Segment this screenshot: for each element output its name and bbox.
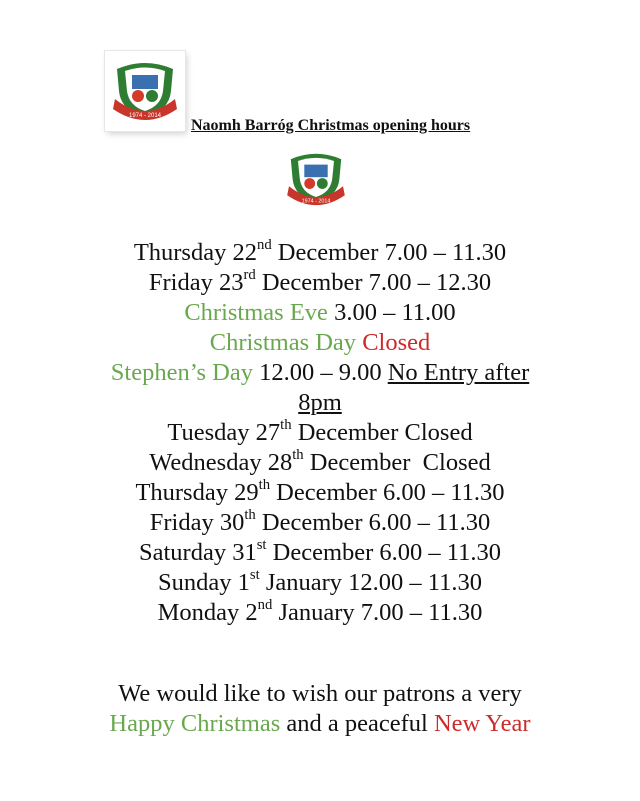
page-title: Naomh Barróg Christmas opening hours <box>191 117 471 134</box>
crest-icon <box>105 51 185 131</box>
crest-icon <box>280 143 352 215</box>
schedule-line: Friday 23rd December 7.00 – 12.30 <box>148 267 492 296</box>
closing-line-2: Happy Christmas and a peaceful New Year <box>109 710 531 737</box>
schedule-line-continued: 8pm <box>298 389 342 416</box>
svg-text:1974 - 2014: 1974 - 2014 <box>128 113 162 119</box>
closing-message <box>0 679 640 739</box>
schedule-line: Tuesday 27th December Closed <box>167 417 473 446</box>
schedule-line: Thursday 22nd December 7.00 – 11.30 <box>133 237 507 266</box>
schedule-line: Christmas Eve 3.00 – 11.00 <box>184 299 456 326</box>
schedule-line: Saturday 31st December 6.00 – 11.30 <box>138 537 501 566</box>
schedule-line: Wednesday 28th December Closed <box>149 447 491 476</box>
schedule-line: Friday 30th December 6.00 – 11.30 <box>149 507 491 536</box>
opening-hours-list <box>0 238 640 628</box>
schedule-line: Christmas Day Closed <box>209 329 431 356</box>
club-crest-logo <box>105 51 185 131</box>
closing-line-1: We would like to wish our patrons a very <box>118 680 522 707</box>
schedule-line: Sunday 1st January 12.00 – 11.30 <box>158 567 482 596</box>
club-crest-logo-center <box>280 143 352 215</box>
schedule-line: Monday 2nd January 7.00 – 11.30 <box>157 597 483 626</box>
schedule-line: Thursday 29th December 6.00 – 11.30 <box>135 477 505 506</box>
schedule-line: Stephen’s Day 12.00 – 9.00 No Entry after <box>110 359 530 386</box>
svg-text:1974 - 2014: 1974 - 2014 <box>301 198 331 205</box>
